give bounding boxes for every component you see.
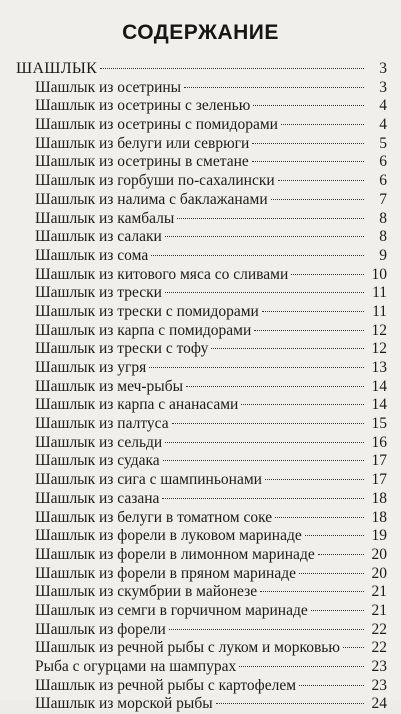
dot-leader [291, 274, 364, 275]
toc-page-number: 6 [379, 172, 387, 190]
toc-entry-title: Шашлык из форели в пряном маринаде [35, 564, 296, 582]
toc-page-number: 8 [379, 228, 387, 246]
toc-entry [16, 79, 387, 98]
dot-leader [260, 591, 364, 592]
toc-entry-title: Шашлык из камбалы [35, 209, 175, 227]
toc-page-number: 22 [371, 639, 387, 657]
dot-leader [239, 666, 364, 667]
toc-entry [16, 340, 387, 359]
toc-page-number: 21 [371, 601, 387, 619]
toc-entry [16, 153, 387, 172]
toc-entry [16, 565, 387, 584]
toc-entry [16, 210, 387, 229]
toc-entry [16, 583, 387, 602]
toc-entry [16, 172, 387, 191]
dot-leader [262, 311, 364, 312]
dot-leader [253, 105, 364, 106]
toc-entry [16, 677, 387, 696]
toc-page-number: 15 [371, 415, 387, 433]
dot-leader [172, 423, 364, 424]
toc-entry [16, 135, 387, 154]
toc-entry-title: ШАШЛЫК [16, 60, 98, 77]
toc-entry-title: Шашлык из осетрины с зеленью [35, 97, 251, 115]
dot-leader [151, 255, 364, 256]
toc-entry [16, 359, 387, 378]
toc-entry [16, 415, 387, 434]
dot-leader [165, 292, 364, 293]
toc-entry [16, 621, 387, 640]
toc-entry-title: Шашлык из форели [35, 620, 166, 638]
dot-leader [318, 554, 364, 555]
toc-entry [16, 322, 387, 341]
toc-page-number: 3 [379, 60, 387, 77]
toc-entry-title: Шашлык из морской рыбы [35, 695, 213, 713]
toc-entry [16, 434, 387, 453]
toc-page-number: 20 [371, 564, 387, 582]
toc-entry [16, 658, 387, 677]
toc-entry [16, 639, 387, 658]
toc-section-entry [16, 60, 387, 79]
toc-entry-title: Шашлык из сельди [35, 433, 163, 451]
toc-entry-title: Шашлык из трески с тофу [35, 340, 209, 358]
toc-page-number: 20 [371, 545, 387, 563]
toc-entry [16, 303, 387, 322]
toc-page-number: 23 [371, 658, 387, 675]
toc-entry-title: Шашлык из салаки [35, 228, 162, 246]
dot-leader [252, 143, 364, 144]
toc-entry-title: Рыба с огурцами на шампурах [35, 658, 237, 675]
toc-entry-title: Шашлык из трески [35, 284, 162, 302]
toc-entry [16, 284, 387, 303]
table-of-contents [16, 60, 387, 714]
toc-page-number: 18 [371, 489, 387, 507]
toc-entry-title: Шашлык из карпа с помидорами [35, 321, 252, 339]
toc-entry [16, 695, 387, 714]
toc-page-number: 9 [379, 246, 387, 264]
dot-leader [184, 87, 364, 88]
toc-entry-title: Шашлык из карпа с ананасами [35, 396, 239, 414]
toc-entry-title: Шашлык из горбуши по-сахалински [35, 172, 275, 190]
toc-page-number: 13 [371, 359, 387, 376]
toc-page-number: 18 [371, 508, 387, 526]
toc-page-number: 24 [371, 695, 387, 713]
toc-entry-title: Шашлык из речной рыбы с луком и морковью [35, 639, 340, 657]
dot-leader [275, 517, 364, 518]
toc-page-number: 7 [379, 190, 387, 208]
toc-entry-title: Шашлык из сазана [35, 489, 160, 507]
dot-leader [299, 573, 364, 574]
toc-entry [16, 471, 387, 490]
toc-page-number: 12 [371, 321, 387, 339]
toc-page-number: 14 [371, 396, 387, 414]
toc-page-number: 12 [371, 340, 387, 358]
dot-leader [162, 498, 364, 499]
toc-entry [16, 546, 387, 565]
toc-page-number: 10 [371, 265, 387, 283]
toc-page-number: 17 [371, 452, 387, 470]
toc-entry [16, 396, 387, 415]
dot-leader [169, 629, 364, 630]
toc-entry-title: Шашлык из скумбрии в майонезе [35, 583, 258, 601]
toc-entry [16, 509, 387, 528]
toc-page-number: 4 [379, 116, 387, 134]
dot-leader [211, 348, 364, 349]
toc-entry-title: Шашлык из форели в лимонном маринаде [35, 545, 315, 563]
toc-page-number: 8 [379, 209, 387, 227]
toc-entry-title: Шашлык из осетрины в сметане [35, 153, 249, 171]
toc-entry [16, 452, 387, 471]
toc-page-number: 19 [371, 527, 387, 545]
toc-entry [16, 97, 387, 116]
toc-entry-title: Шашлык из меч-рыбы [35, 377, 184, 395]
toc-page-number: 17 [371, 471, 387, 489]
toc-page-number: 11 [372, 302, 387, 320]
dot-leader [281, 124, 364, 125]
toc-entry-title: Шашлык из белуги в томатном соке [35, 508, 273, 526]
toc-entry-title: Шашлык из палтуса [35, 415, 169, 433]
toc-page-number: 4 [379, 97, 387, 115]
dot-leader [271, 199, 364, 200]
toc-entry-title: Шашлык из трески с помидорами [35, 302, 259, 320]
toc-page-number: 6 [379, 153, 387, 171]
dot-leader [186, 386, 364, 387]
page-title: СОДЕРЖАНИЕ [122, 21, 279, 44]
toc-entry-title: Шашлык из налима с баклажанами [35, 190, 268, 208]
dot-leader [163, 460, 364, 461]
dot-leader [254, 330, 364, 331]
toc-entry-title: Шашлык из речной рыбы с картофелем [35, 676, 297, 694]
toc-entry-title: Шашлык из осетрины с помидорами [35, 116, 278, 134]
toc-entry [16, 191, 387, 210]
toc-entry-title: Шашлык из китового мяса со сливами [35, 265, 289, 283]
dot-leader [278, 180, 364, 181]
toc-page-number: 14 [371, 377, 387, 395]
toc-entry [16, 378, 387, 397]
toc-page-number: 23 [371, 676, 387, 694]
dot-leader [343, 647, 364, 648]
toc-entry [16, 228, 387, 247]
toc-entry-title: Шашлык из угря [35, 359, 147, 376]
toc-entry-title: Шашлык из форели в луковом маринаде [35, 527, 302, 545]
toc-page-number: 5 [379, 134, 387, 152]
toc-page-number: 16 [371, 433, 387, 451]
dot-leader [100, 68, 364, 69]
dot-leader [299, 685, 364, 686]
toc-page-number: 22 [371, 620, 387, 638]
toc-entry-title: Шашлык из сига с шампиньонами [35, 471, 262, 489]
dot-leader [149, 367, 364, 368]
toc-entry [16, 247, 387, 266]
toc-entry [16, 116, 387, 135]
dot-leader [265, 479, 364, 480]
dot-leader [177, 218, 364, 219]
toc-entry-title: Шашлык из осетрины [35, 78, 182, 96]
toc-entry [16, 490, 387, 509]
toc-page-number: 3 [379, 78, 387, 96]
toc-page-number: 11 [372, 284, 387, 302]
toc-entry [16, 266, 387, 285]
toc-entry-title: Шашлык из сома [35, 246, 149, 264]
toc-entry-title: Шашлык из белуги или севрюги [35, 134, 250, 152]
dot-leader [305, 535, 364, 536]
toc-entry-title: Шашлык из судака [35, 452, 160, 470]
dot-leader [165, 236, 364, 237]
dot-leader [216, 703, 364, 704]
dot-leader [241, 404, 364, 405]
toc-entry-title: Шашлык из семги в горчичном маринаде [35, 601, 308, 619]
dot-leader [165, 442, 364, 443]
toc-entry [16, 527, 387, 546]
dot-leader [252, 161, 364, 162]
dot-leader [311, 610, 364, 611]
toc-page-number: 21 [371, 583, 387, 601]
toc-entry [16, 602, 387, 621]
